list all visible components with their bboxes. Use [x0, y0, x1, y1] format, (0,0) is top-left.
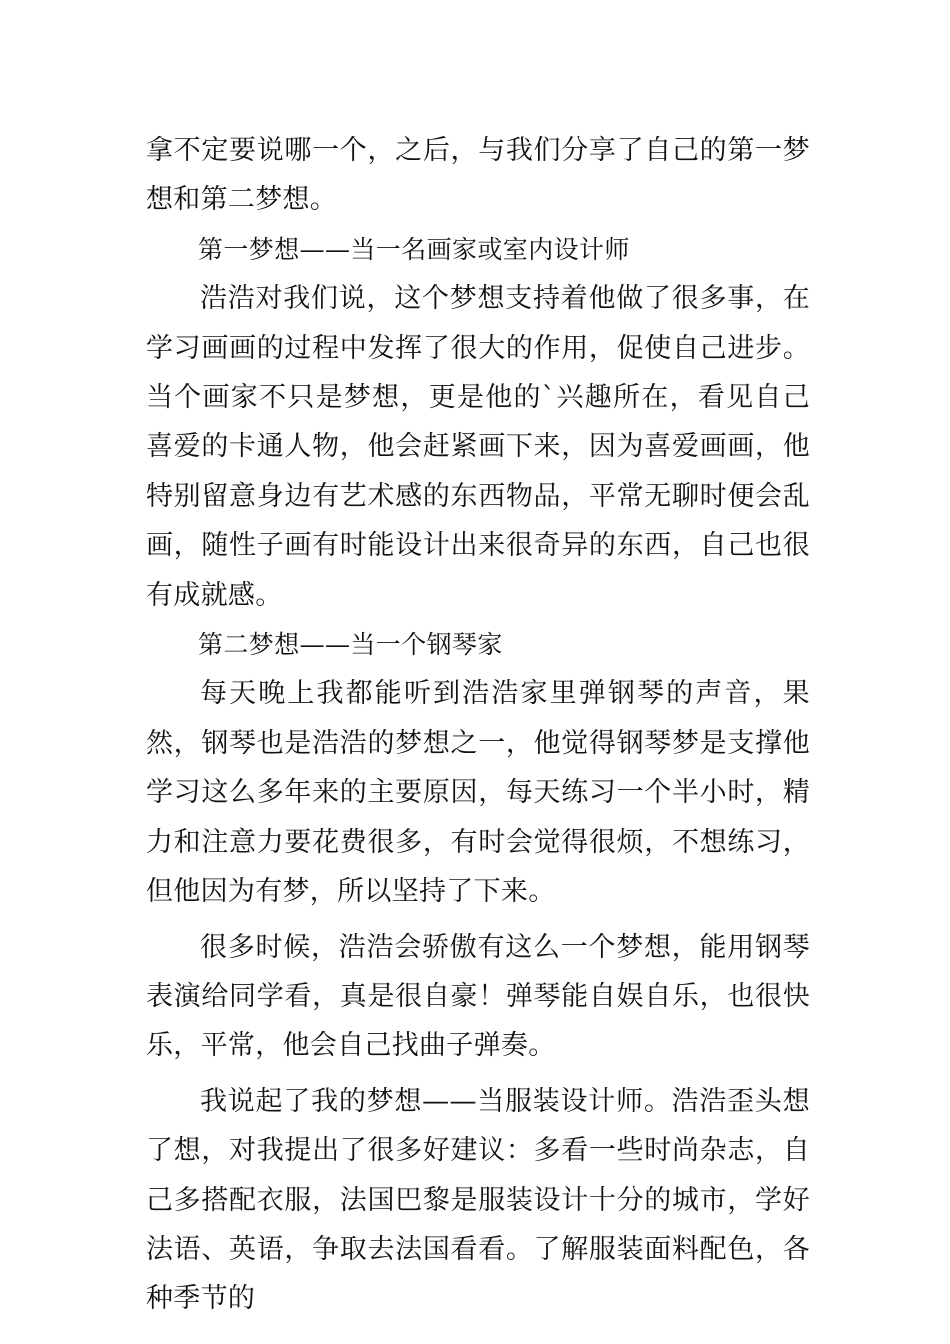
paragraph-first-dream: 浩浩对我们说，这个梦想支持着他做了很多事，在学习画画的过程中发挥了很大的作用，促使自己进步。当个画家不只是梦想，更是他的`兴趣所在，看见自己喜爱的卡通人物，他会赶紧画下来，因为喜爱画画，他特别留意身边有艺术感的东西物品，平常无聊时便会乱画，随性子画有时能设计出来很奇异的东西，自己也很有成就感。 — [146, 283, 810, 611]
paragraph-my-dream: 我说起了我的梦想——当服装设计师。浩浩歪头想了想，对我提出了很多好建议：多看一些时尚杂志，自己多搭配衣服，法国巴黎是服装设计十分的城市，学好法语、英语，争取去法国看看。了解服装面料配色，各种季节的 — [146, 1085, 810, 1315]
paragraph-second-dream: 每天晚上我都能听到浩浩家里弹钢琴的声音，果然，钢琴也是浩浩的梦想之一，他觉得钢琴梦是支撑他学习这么多年来的主要原因，每天练习一个半小时，精力和注意力要花费很多，有时会觉得很烦，不想练习，但他因为有梦，所以坚持了下来。 — [146, 678, 810, 908]
paragraph-continuation: 拿不定要说哪一个，之后，与我们分享了自己的第一梦想和第二梦想。 — [146, 135, 810, 216]
section-heading-second-dream: 第二梦想——当一个钢琴家 — [198, 630, 503, 660]
document-body — [146, 126, 810, 1324]
paragraph-pride: 很多时候，浩浩会骄傲有这么一个梦想，能用钢琴表演给同学看，真是很自豪！弹琴能自娱自乐，也很快乐，平常，他会自己找曲子弹奏。 — [146, 931, 810, 1062]
section-heading-first-dream: 第一梦想——当一名画家或室内设计师 — [198, 234, 630, 264]
